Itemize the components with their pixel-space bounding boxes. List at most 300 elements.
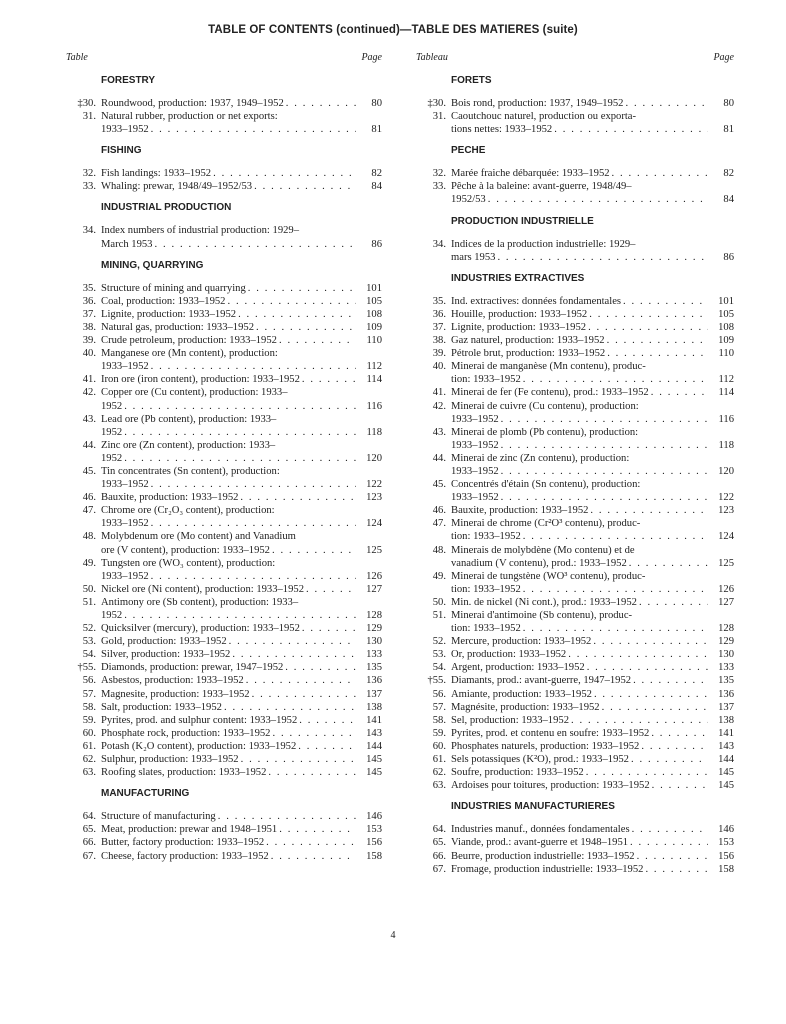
dot-leader [264,836,356,849]
entry-number: 33. [82,181,96,193]
entry-line [101,714,356,727]
entry-page: 130 [718,649,734,661]
toc-entry[interactable] [416,661,734,674]
dot-leader [631,674,708,687]
toc-entry[interactable] [66,504,382,530]
entry-title [451,347,708,360]
entry-line-text: tion: 1933–1952 [451,374,521,386]
entry-number: ‡30. [77,98,96,109]
toc-entry[interactable] [66,727,382,740]
entry-page: 116 [718,413,734,425]
entry-line-text: Marée fraiche débarquée: 1933–1952 [451,168,610,180]
toc-entry[interactable] [416,110,734,136]
entry-number: 64. [432,824,446,836]
entry-title [451,308,708,321]
entry-line-text: Structure of manufacturing [101,811,216,823]
entry-line [451,779,708,792]
entry-page: 145 [366,754,382,766]
dot-leader [630,823,708,836]
entry-title [451,478,708,504]
entry-number: 54. [432,662,446,674]
toc-entry[interactable] [66,386,382,412]
toc-entry[interactable] [416,850,734,863]
entry-number: 48. [432,544,446,556]
toc-section [66,144,382,193]
toc-entry[interactable] [66,321,382,334]
entry-page: 105 [718,308,734,320]
entry-line-text: Pyrites, prod. et contenu en soufre: 1933–1952 [451,727,650,739]
dot-leader [225,295,356,308]
dot-leader [585,661,708,674]
toc-entry[interactable] [416,779,734,792]
entry-title [101,465,356,491]
entry-number: 43. [82,413,96,425]
page-title: TABLE OF CONTENTS (continued)—TABLE DES MATIERES (suite) [208,24,578,36]
entry-line-text: 1933–1952 [101,361,149,373]
entry-page: 153 [366,824,382,836]
entry-title [451,180,708,206]
entry-line-text: 1933–1952 [101,124,149,136]
entry-line [451,321,708,334]
toc-entry[interactable] [66,622,382,635]
entry-line [451,727,708,740]
entry-line [101,282,356,295]
toc-entry[interactable] [416,766,734,779]
dot-leader [152,238,356,251]
toc-entry[interactable] [416,308,734,321]
entry-line [101,373,356,386]
entry-page: 84 [371,181,382,193]
entry-line: Zinc ore (Zn content), production: 1933– [101,439,276,451]
entry-number: 41. [432,387,446,399]
entry-line [101,123,356,136]
toc-entry[interactable] [66,753,382,766]
toc-entry[interactable] [416,321,734,334]
entry-page: 82 [723,168,734,180]
toc-entry[interactable] [66,180,382,193]
toc-entry[interactable] [66,635,382,648]
toc-entry[interactable] [66,439,382,465]
entry-number: 34. [432,238,446,250]
entry-number: 54. [82,649,96,661]
toc-entry[interactable] [66,334,382,347]
toc-entry[interactable] [66,491,382,504]
entry-line [451,373,708,386]
entry-page: 82 [371,168,382,180]
toc-entry[interactable] [66,224,382,250]
toc-entry[interactable] [416,823,734,836]
dot-leader [627,557,708,570]
section-heading: MINING, QUARRYING [101,259,204,271]
toc-entry[interactable] [66,648,382,661]
entry-line: Caoutchouc naturel, production ou exporta- [451,111,637,123]
entry-title [101,596,356,622]
entry-page: 137 [718,701,734,713]
entry-line: Indices de la production industrielle: 1929– [451,238,636,250]
toc-entry[interactable] [66,295,382,308]
entry-line [451,557,708,570]
entry-line [451,530,708,543]
entry-number: 36. [432,308,446,320]
dot-leader [605,334,708,347]
entry-line [451,863,708,876]
entry-page: 118 [366,426,382,438]
toc-entry[interactable] [66,110,382,136]
entry-title [451,517,708,543]
toc-entry[interactable] [416,386,734,399]
toc-entry[interactable] [66,373,382,386]
entry-page: 136 [366,675,382,687]
entry-line [451,701,708,714]
entry-line [451,413,708,426]
toc-entry[interactable] [416,740,734,753]
section-heading: PRODUCTION INDUSTRIELLE [451,215,594,227]
entry-page: 136 [718,688,734,700]
entry-line: Concentrés d'étain (Sn contenu), production: [451,479,641,491]
entry-line-text: Fish landings: 1933–1952 [101,168,212,180]
entry-page: 81 [723,124,734,136]
entry-line [101,701,356,714]
column-header-page: Page [361,52,382,63]
entry-line-text: Phosphates naturels, production: 1933–1952 [451,740,640,752]
entry-line [451,465,708,478]
dot-leader [521,583,708,596]
dot-leader [643,863,708,876]
section-heading: FORETS [451,75,492,86]
entry-number: 56. [82,675,96,687]
dot-leader [587,308,708,321]
entry-line-text: Soufre, production: 1933–1952 [451,767,584,779]
entry-title [451,570,708,596]
toc-entry[interactable] [66,850,382,863]
entry-page: 137 [366,688,382,700]
dot-leader [304,583,356,596]
toc-entry[interactable] [416,295,734,308]
toc-section [66,201,382,250]
toc-entry[interactable] [66,347,382,373]
column-header-table: Tableau [416,52,448,63]
toc-entry[interactable] [66,836,382,849]
entry-number: 43. [432,426,446,438]
entry-title [101,688,356,701]
toc-entry[interactable] [66,557,382,583]
toc-entry[interactable] [416,167,734,180]
entry-line: Natural rubber, production or net exports: [101,111,278,123]
section-heading: PECHE [451,145,486,157]
entry-line [101,295,356,308]
entry-title [451,740,708,753]
entry-number: 51. [82,596,96,608]
toc-entry[interactable] [416,452,734,478]
entry-number: 44. [432,452,446,464]
entry-line-text: March 1953 [101,238,153,250]
entry-page: 138 [718,714,734,726]
toc-entry[interactable] [66,740,382,753]
entry-page: 141 [366,714,382,726]
toc-entry[interactable] [416,544,734,570]
toc-entry[interactable] [416,426,734,452]
entry-page: 116 [366,400,382,412]
entry-title [101,373,356,386]
entry-title [451,321,708,334]
dot-leader [269,850,356,863]
toc-entry[interactable] [66,688,382,701]
entry-page: 105 [366,295,382,307]
entry-line-text: Potash (K₂O content), production: 1933–1952 [101,740,297,752]
entry-line-text: ore (V content), production: 1933–1952 [101,544,270,556]
entry-title [101,347,356,373]
dot-leader [277,823,356,836]
entry-title [101,766,356,779]
toc-entry[interactable] [416,238,734,264]
entry-title [451,609,708,635]
entry-number: 53. [432,649,446,661]
entry-line-text: Amiante, production: 1933–1952 [451,688,592,700]
entry-line-text: Magnesite, production: 1933–1952 [101,688,250,700]
entry-number: 40. [82,348,96,360]
section-list [416,74,734,876]
toc-entry[interactable] [66,167,382,180]
entry-line [101,622,356,635]
section-heading: FISHING [101,145,142,157]
entry-line [451,295,708,308]
entry-title [451,850,708,863]
toc-entry[interactable] [66,530,382,556]
dot-leader [254,321,356,334]
dot-leader [499,439,708,452]
entry-number: 41. [82,374,96,386]
entry-line [101,740,356,753]
entry-page: 112 [366,361,382,373]
toc-entry[interactable] [416,478,734,504]
toc-entry[interactable] [416,334,734,347]
toc-entry[interactable] [416,836,734,849]
entry-line-text: Beurre, production industrielle: 1933–1952 [451,850,635,862]
entry-number: 65. [82,824,96,836]
entry-number: 44. [82,439,96,451]
entry-number: 49. [82,557,96,569]
entry-number: 38. [82,321,96,333]
entry-line: Copper ore (Cu content), production: 1933– [101,387,288,399]
entry-line-text: 1933–1952 [101,479,149,491]
section-heading: INDUSTRIES MANUFACTURIERES [451,801,615,813]
dot-leader [588,504,708,517]
entry-title [101,622,356,635]
entry-line [101,727,356,740]
entry-line-text: Or, production: 1933–1952 [451,649,567,661]
toc-entry[interactable] [66,823,382,836]
entry-page: 80 [371,98,382,109]
entry-page: 130 [366,636,382,648]
toc-entry[interactable] [416,648,734,661]
entry-line [101,478,356,491]
entry-line: Minerai de chrome (Cr²O³ contenu), produc- [451,518,641,530]
entry-line [451,596,708,609]
entry-number: 31. [432,111,446,123]
entry-page: 108 [366,308,382,320]
entry-line-text: Pétrole brut, production: 1933–1952 [451,348,606,360]
toc-entry[interactable] [66,661,382,674]
toc-column-french [416,52,734,876]
entry-line [101,836,356,849]
entry-page: 128 [366,610,382,621]
toc-entry[interactable] [416,400,734,426]
entry-line [451,491,708,504]
toc-entry[interactable] [66,97,382,110]
dot-leader [600,701,708,714]
toc-entry[interactable] [416,609,734,635]
entry-page: 114 [718,387,734,399]
toc-entry[interactable] [416,635,734,648]
dot-leader [211,167,356,180]
dot-leader [149,517,356,530]
toc-entry[interactable] [416,674,734,687]
dot-leader [521,530,708,543]
entry-number: 57. [432,701,446,713]
entry-line-text: 1933–1952 [101,518,149,530]
entry-title [451,701,708,714]
entry-page: 86 [723,251,734,263]
toc-entry[interactable] [66,282,382,295]
entry-number: 63. [82,767,96,779]
entry-title [451,836,708,849]
toc-entry[interactable] [416,517,734,543]
toc-entry[interactable] [66,714,382,727]
toc-entry[interactable] [416,360,734,386]
toc-section [416,272,734,793]
entry-line [451,251,708,264]
toc-entry[interactable] [416,701,734,714]
entry-line-text: Asbestos, production: 1933–1952 [101,675,244,687]
entry-number: 37. [432,321,446,333]
entry-title [451,766,708,779]
entry-title [451,779,708,792]
entry-page: 109 [366,321,382,333]
entry-line: Minerai de tungstène (WO³ contenu), produc- [451,570,646,582]
entry-page: 138 [366,701,382,713]
column-header-page: Page [713,52,734,63]
dot-leader [216,810,356,823]
toc-entry[interactable] [66,596,382,622]
entry-line [451,123,708,136]
entry-line [451,167,708,180]
entry-title [451,863,708,876]
entry-number: 40. [432,361,446,373]
toc-entry[interactable] [416,714,734,727]
entry-page: 135 [718,675,734,687]
entry-page: 146 [366,811,382,823]
toc-entry[interactable] [66,766,382,779]
entry-number: 35. [82,282,96,294]
entry-number: 62. [432,767,446,779]
toc-section [416,74,734,136]
toc-entry[interactable] [416,596,734,609]
entry-title [101,753,356,766]
entry-line [101,180,356,193]
toc-entry[interactable] [66,674,382,687]
entry-line: Antimony ore (Sb content), production: 1933– [101,596,299,608]
toc-entry[interactable] [416,347,734,360]
entry-number: ‡30. [427,98,446,109]
toc-entry[interactable] [66,583,382,596]
toc-entry[interactable] [416,570,734,596]
entry-line-text: Nickel ore (Ni content), production: 1933–1952 [101,583,304,595]
toc-entry[interactable] [66,465,382,491]
dot-leader [252,180,356,193]
entry-line-text: Lignite, production: 1933–1952 [101,308,237,320]
toc-entry[interactable] [416,180,734,206]
toc-entry[interactable] [66,413,382,439]
entry-line [451,504,708,517]
entry-line [451,850,708,863]
dot-leader [635,850,708,863]
toc-entry[interactable] [416,97,734,110]
entry-line: Minerais de molybdène (Mo contenu) et de [451,544,635,556]
toc-entry[interactable] [416,753,734,766]
dot-leader [239,753,356,766]
entry-line [101,823,356,836]
toc-entry[interactable] [416,504,734,517]
entry-title [101,740,356,753]
dot-leader [623,97,708,110]
entry-number: 60. [432,740,446,752]
entry-title [101,810,356,823]
toc-entry[interactable] [66,701,382,714]
toc-entry[interactable] [416,863,734,876]
entry-line: Minerai de cuivre (Cu contenu), production: [451,400,639,412]
entry-number: 45. [82,465,96,477]
entry-number: 63. [432,780,446,792]
toc-section [66,787,382,862]
entry-number: 52. [82,623,96,635]
dot-leader [149,123,356,136]
entry-number: 37. [82,308,96,320]
entry-title [451,400,708,426]
dot-leader [592,688,708,701]
entry-title [451,661,708,674]
toc-entry[interactable] [416,727,734,740]
dot-leader [283,661,356,674]
entry-line [451,836,708,849]
entry-line [101,661,356,674]
entry-line-text: tion: 1933–1952 [451,623,521,635]
entry-line: Pêche à la baleine: avant-guerre, 1948/49– [451,181,632,193]
entry-page: 156 [718,850,734,862]
entry-line-text: Industries manuf., données fondamentales [451,824,630,836]
entry-line: Minerai de manganèse (Mn contenu), produc- [451,361,646,373]
entry-line [101,308,356,321]
entry-line-text: 1933–1952 [451,413,499,425]
dot-leader [495,251,708,264]
entry-line-text: Min. de nickel (Ni cont.), prod.: 1933–1952 [451,596,637,608]
entry-line-text: Lignite, production: 1933–1952 [451,321,587,333]
entry-line [451,648,708,661]
entry-line-text: Argent, production: 1933–1952 [451,662,585,674]
toc-entry[interactable] [416,688,734,701]
toc-entry[interactable] [66,810,382,823]
entry-title [451,97,708,110]
entry-title [101,295,356,308]
entry-line [101,810,356,823]
entry-page: 156 [366,837,382,849]
toc-entry[interactable] [66,308,382,321]
entry-line [451,740,708,753]
entry-line [451,193,708,206]
dot-leader [277,334,356,347]
entry-title [451,674,708,687]
entry-line-text: Silver, production: 1933–1952 [101,649,231,661]
toc-column-english [66,52,382,863]
